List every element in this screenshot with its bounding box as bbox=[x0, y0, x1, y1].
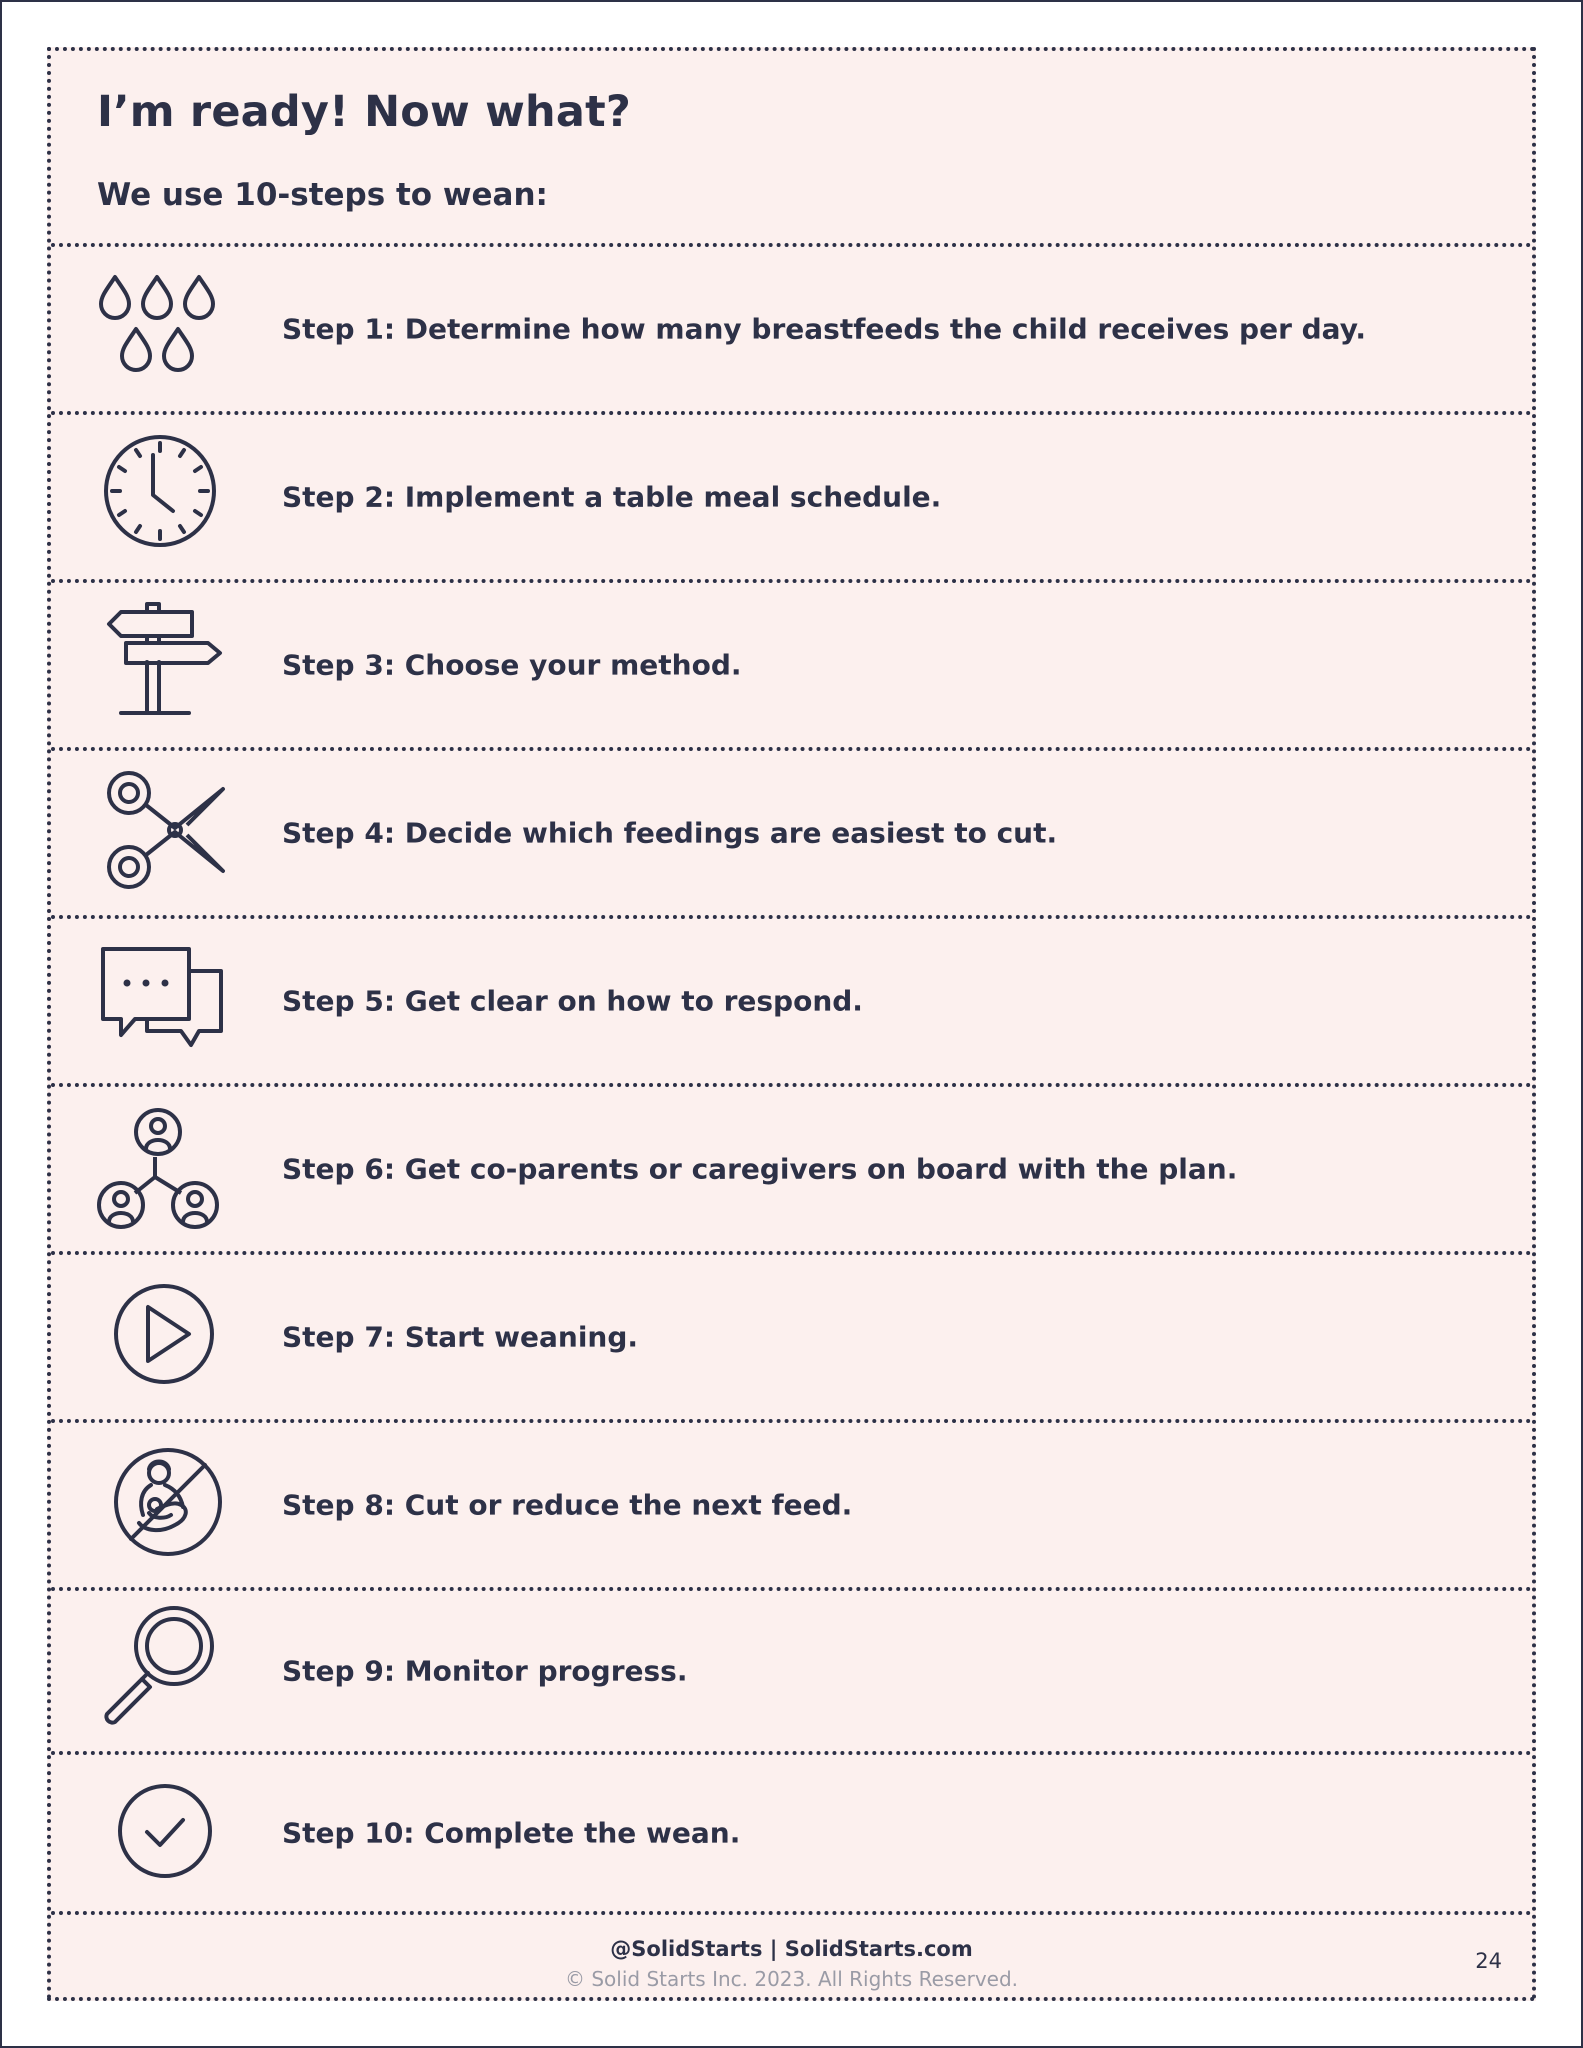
step-row-7 bbox=[51, 1255, 1532, 1419]
chat-bubbles-icon bbox=[91, 935, 231, 1065]
step-label: Step 2: Implement a table meal schedule. bbox=[282, 480, 942, 514]
step-label: Step 6: Get co-parents or caregivers on board with the plan. bbox=[282, 1152, 1238, 1186]
milk-drops-icon bbox=[91, 263, 231, 393]
page-title: I’m ready! Now what? bbox=[97, 87, 631, 137]
people-network-icon bbox=[91, 1107, 231, 1237]
step-row-5 bbox=[51, 919, 1532, 1083]
step-label: Step 10: Complete the wean. bbox=[282, 1816, 741, 1850]
page-subtitle: We use 10-steps to wean: bbox=[97, 177, 548, 213]
step-label: Step 5: Get clear on how to respond. bbox=[282, 984, 863, 1018]
no-breastfeeding-icon bbox=[91, 1439, 231, 1569]
step-row-2 bbox=[51, 415, 1532, 579]
step-label: Step 4: Decide which feedings are easiest to cut. bbox=[282, 816, 1058, 850]
step-label: Step 9: Monitor progress. bbox=[282, 1654, 688, 1688]
step-label: Step 3: Choose your method. bbox=[282, 648, 742, 682]
magnifier-icon bbox=[91, 1605, 231, 1735]
scissors-icon bbox=[91, 767, 231, 897]
step-row-6 bbox=[51, 1087, 1532, 1251]
step-label: Step 8: Cut or reduce the next feed. bbox=[282, 1488, 853, 1522]
step-row-4 bbox=[51, 751, 1532, 915]
step-label: Step 1: Determine how many breastfeeds the child receives per day. bbox=[282, 312, 1367, 346]
check-circle-icon bbox=[91, 1767, 231, 1897]
step-row-3 bbox=[51, 583, 1532, 747]
step-row-1 bbox=[51, 247, 1532, 411]
page-footer bbox=[51, 1915, 1532, 1999]
step-row-9 bbox=[51, 1591, 1532, 1751]
step-label: Step 7: Start weaning. bbox=[282, 1320, 639, 1354]
signpost-icon bbox=[91, 599, 231, 729]
step-row-10 bbox=[51, 1755, 1532, 1911]
page-number: 24 bbox=[1475, 1949, 1502, 1973]
footer-copyright: © Solid Starts Inc. 2023. All Rights Reserved. bbox=[564, 1967, 1019, 1991]
footer-handles: @SolidStarts | SolidStarts.com bbox=[610, 1937, 973, 1961]
step-row-8 bbox=[51, 1423, 1532, 1587]
clock-icon bbox=[91, 431, 231, 561]
content-panel bbox=[47, 47, 1536, 2001]
header bbox=[51, 51, 1532, 247]
play-icon bbox=[91, 1271, 231, 1401]
